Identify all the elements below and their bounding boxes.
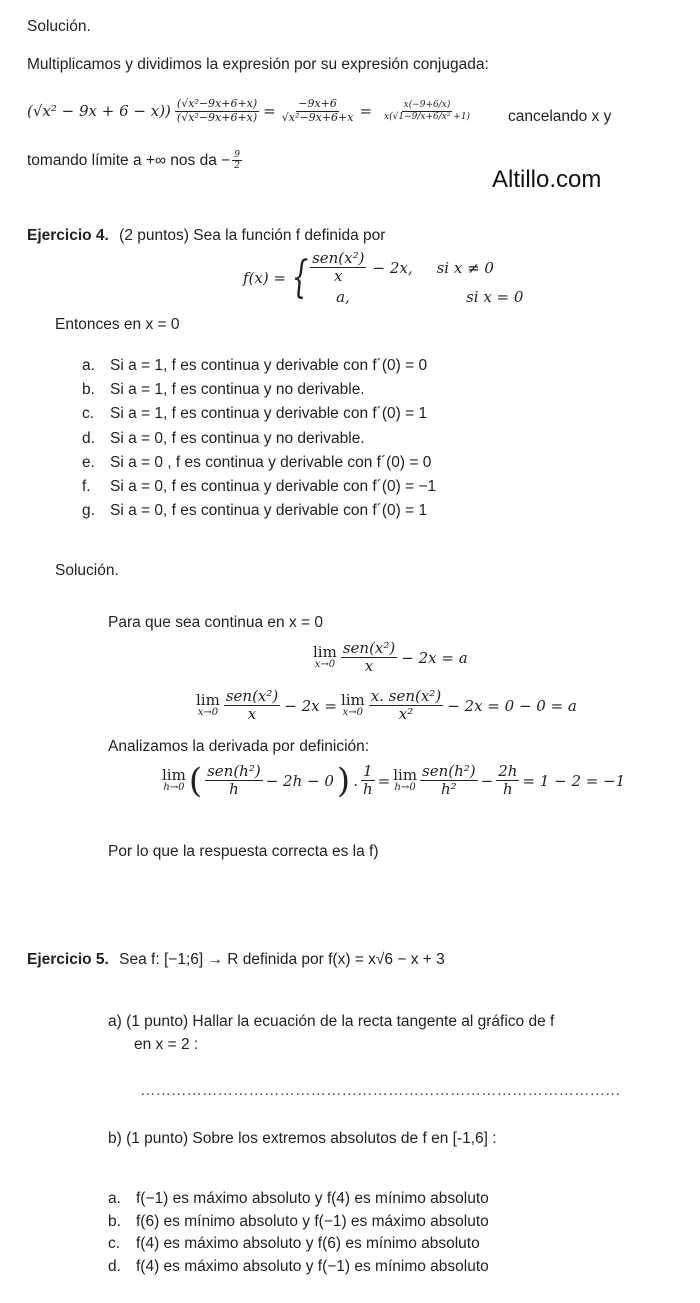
eq3-fraction-1: $\frac{\text{sen(h²)}}{h}$ [207, 762, 261, 799]
option-5b: b. f(6) es mínimo absoluto y f(−1) es máximo absoluto [108, 1212, 489, 1230]
fraction-3 [382, 100, 472, 122]
fraction-3-den: x(√1−9/x+6/x² +1) [384, 111, 471, 122]
limit-result-den: 2 [234, 161, 240, 172]
eq2-tail: − 2x = 0 − 0 = a [447, 696, 577, 715]
eq2-mid: − 2x = [284, 696, 337, 715]
lim-1: lim x→0 [313, 643, 337, 671]
function-label: f(x) = [243, 268, 287, 287]
case-1-tail: − 2x, [372, 258, 413, 277]
case-2-value: a, [336, 287, 350, 306]
limit-result-num: 9 [234, 150, 240, 160]
case-1 [310, 250, 523, 286]
eq1-tail: − 2x = a [401, 648, 468, 667]
equation-1 [313, 640, 468, 676]
exercise-5-options [108, 1188, 489, 1278]
case-2 [310, 288, 523, 306]
eq2-fraction-2: $\frac{\text{x. sen(x²)}}{\text{x²}}$ [370, 687, 442, 724]
case-1-condition: si x ≠ 0 [436, 258, 494, 277]
fraction-3-num: x(−9+6/x) [403, 100, 451, 111]
fraction-2 [280, 98, 356, 124]
watermark: Altillo.com [492, 166, 602, 193]
option-5d: d. f(4) es máximo absoluto y f(−1) es mínimo absoluto [108, 1257, 489, 1275]
formula-part1: (√x² − 9x + 6 − x)) [27, 102, 171, 121]
option-d: d. Si a = 0, f es continua y no derivable. [82, 429, 365, 447]
eq3-fraction-2: $\frac{1}{h}$ [362, 762, 373, 799]
exercise-5-text: Sea f: [−1;6] → R definida por f(x) = x√6 − x + 3 [119, 951, 445, 968]
eq3-mid: − 2h − 0 [265, 771, 334, 790]
limit-result-text: tomando límite a +∞ nos da − [27, 151, 231, 169]
lim-2: lim x→0 [196, 691, 220, 719]
fraction-1-num: (√x²−9x+6+x) [176, 97, 258, 110]
exercise-4-statement [27, 227, 385, 245]
left-paren-icon: ( [188, 760, 203, 801]
right-paren-icon: ) [336, 760, 351, 801]
eq3-tail: = 1 − 2 = −1 [522, 771, 626, 790]
lim-3: lim x→0 [340, 691, 365, 719]
piecewise-function [243, 250, 523, 306]
fraction-1-den: (√x²−9x+6+x) [176, 110, 258, 124]
option-c: c. Si a = 1, f es continua y derivable con f´(0) = 1 [82, 405, 428, 423]
eq1-fraction: $\frac{\text{sen(x²)}}{x}$ [342, 639, 396, 676]
limit-result-line [27, 150, 242, 172]
left-brace-icon: { [291, 251, 309, 303]
answer-dotted-line: ………………………………………………………………………………… [140, 1082, 621, 1099]
eq3-fraction-4: $\frac{2h}{h}$ [498, 762, 518, 799]
conjugate-formula: (√x² − 9x + 6 − x)) $\frac{\text{(√x²−9x+6+x)}}{\text{(√x²−9x+6+x)}}$ = $\frac{-9x+6}{\text{√x²−9x+6+x}}$ = $\frac{x(-9+6/x)}{\text{x(√1−9/x+6/x² +1)}}$ [27, 97, 471, 124]
option-5c: c. f(4) es máximo absoluto y f(6) es mínimo absoluto [108, 1235, 480, 1253]
exercise-4-text: (2 puntos) Sea la función f definida por [119, 227, 386, 244]
case-1-fraction [310, 250, 366, 286]
case-1-den: x [334, 267, 343, 286]
equation-2 [196, 688, 577, 724]
limit-result-fraction [232, 150, 242, 172]
option-a: a. Si a = 1, f es continua y derivable con f´(0) = 0 [82, 357, 428, 374]
eq2-fraction-1: $\frac{\text{sen(x²)}}{x}$ [225, 687, 279, 724]
solution-heading: Solución. [27, 18, 91, 35]
option-f: f. Si a = 0, f es continua y derivable con f´(0) = −1 [82, 478, 437, 496]
equation-3: lim h→0 ( $\frac{\text{sen(h²)}}{h}$ − 2h − 0 ) . $\frac{1}{h}$ = lim h→0 $\frac{\text{sen(h²)}}{\text{h²}}$ − $\frac{2h}{h}$ = 1 − 2 = −1 [162, 760, 626, 801]
piecewise-cases [310, 250, 523, 306]
part-a-line-1: a) (1 punto) Hallar la ecuación de la recta tangente al gráfico de f [108, 1013, 555, 1030]
entonces-text: Entonces en x = 0 [55, 316, 180, 333]
option-b: b. Si a = 1, f es continua y no derivable. [82, 381, 365, 399]
cancel-text: cancelando x y [508, 108, 612, 125]
eq3-fraction-3: $\frac{\text{sen(h²)}}{\text{h²}}$ [422, 762, 476, 799]
solution-4-heading: Solución. [55, 562, 119, 579]
part-a-line-2: en x = 2 : [134, 1036, 199, 1053]
fraction-2-num: −9x+6 [298, 97, 337, 110]
conclusion-text: Por lo que la respuesta correcta es la f) [108, 843, 379, 860]
continuity-text: Para que sea continua en x = 0 [108, 614, 324, 631]
exercise-5-title: Ejercicio 5. [27, 951, 109, 968]
derivative-text: Analizamos la derivada por definición: [108, 738, 370, 755]
option-5a: a. f(−1) es máximo absoluto y f(4) es mínimo absoluto [108, 1190, 489, 1207]
exercise-5-statement [27, 951, 445, 969]
fraction-2-den: √x²−9x+6+x [281, 110, 354, 124]
case-1-num: sen(x²) [312, 249, 365, 267]
exercise-4-title: Ejercicio 4. [27, 227, 109, 244]
option-e: e. Si a = 0 , f es continua y derivable con f´(0) = 0 [82, 453, 432, 471]
lim-4: lim h→0 [162, 766, 186, 794]
part-b-text: b) (1 punto) Sobre los extremos absolutos de f en [-1,6] : [108, 1130, 497, 1147]
option-g: g. Si a = 0, f es continua y derivable con f´(0) = 1 [82, 502, 428, 520]
fraction-1 [175, 98, 259, 124]
intro-text: Multiplicamos y dividimos la expresión por su expresión conjugada: [27, 56, 489, 73]
lim-5: lim h→0 [393, 766, 418, 794]
case-2-condition: si x = 0 [466, 287, 524, 306]
exercise-4-options [82, 354, 436, 523]
